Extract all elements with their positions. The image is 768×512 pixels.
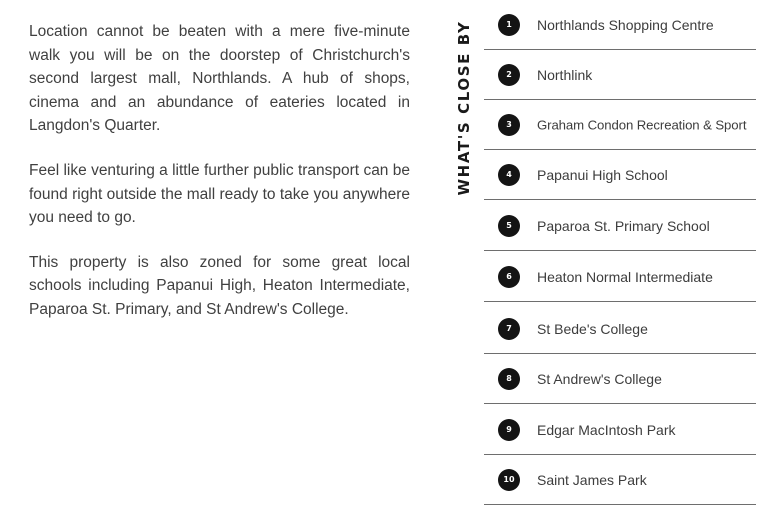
place-number-badge: 10 [498, 469, 520, 491]
place-item-paparoa-st-primary [484, 201, 756, 251]
place-name: Heaton Normal Intermediate [537, 268, 713, 285]
place-number-badge: 8 [498, 368, 520, 390]
description-paragraph: This property is also zoned for some great local schools including Papanui High, Heaton Intermediate, Paparoa St. Primary, and St Andrew's College. [29, 253, 410, 318]
place-name: Edgar MacIntosh Park [537, 421, 676, 438]
place-item-northlink [484, 50, 756, 100]
place-item-papanui-high [484, 150, 756, 200]
description-section [29, 20, 410, 343]
place-name: Paparoa St. Primary School [537, 217, 710, 234]
place-item-st-bedes [484, 304, 756, 354]
place-name: Northlink [537, 66, 593, 83]
place-number-badge: 9 [498, 419, 520, 441]
place-number-badge: 3 [498, 114, 520, 136]
place-number-badge: 6 [498, 266, 520, 288]
place-name: St Bede's College [537, 320, 648, 337]
place-number-badge: 4 [498, 164, 520, 186]
place-item-heaton-normal [484, 252, 756, 302]
place-item-st-andrews [484, 354, 756, 404]
place-item-saint-james-park [484, 455, 756, 505]
place-item-northlands-shopping-centre [484, 0, 756, 50]
whats-close-by-heading: WHAT'S CLOSE BY [455, 20, 473, 196]
place-number-badge: 5 [498, 215, 520, 237]
place-number-badge: 7 [498, 318, 520, 340]
place-item-edgar-macintosh [484, 405, 756, 455]
place-name: Graham Condon Recreation & Sport [537, 117, 747, 132]
place-name: Northlands Shopping Centre [537, 16, 714, 33]
place-number-badge: 2 [498, 64, 520, 86]
place-name: Saint James Park [537, 471, 647, 488]
description-paragraph: Feel like venturing a little further public transport can be found right outside the mall ready to take you anywhere you need to go. [29, 161, 410, 227]
place-name: Papanui High School [537, 166, 668, 183]
place-item-graham-condon [484, 100, 756, 150]
place-name: St Andrew's College [537, 370, 662, 387]
description-paragraph: Location cannot be beaten with a mere five-minute walk you will be on the doorstep of Christchurch's second largest mall, Northlands. A hub of shops, cinema and an abundance of eateries located in Langdon's Quarter. [29, 23, 410, 135]
place-number-badge: 1 [498, 14, 520, 36]
